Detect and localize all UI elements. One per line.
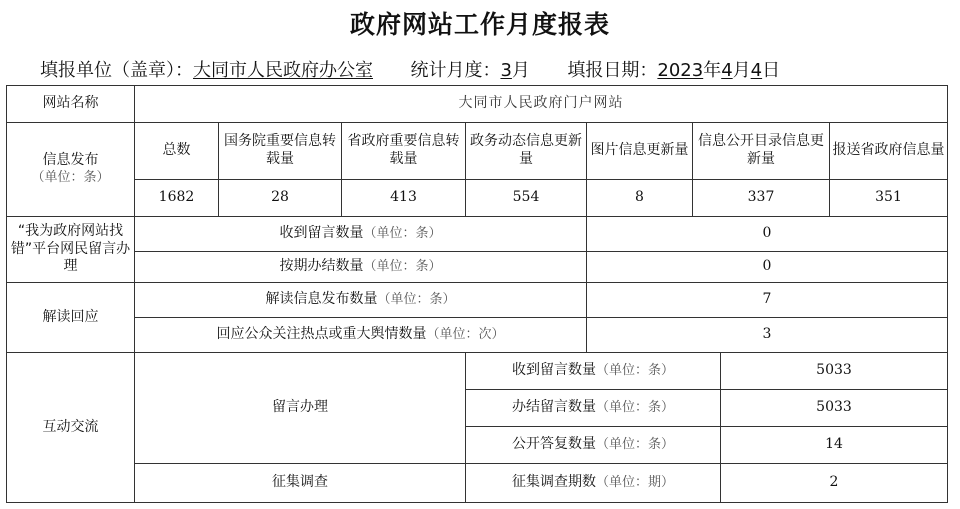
info-col-value: 337 [693, 180, 830, 217]
info-col-header: 总数 [135, 122, 219, 179]
survey-row-value: 2 [721, 464, 948, 503]
row-unit: （单位：条） [595, 437, 674, 453]
wo-wei-row-label [135, 216, 587, 251]
message-row-value: 5033 [721, 352, 948, 389]
row-label-text: 征集调查期数 [511, 474, 596, 491]
interpret-row-value: 7 [587, 283, 948, 318]
info-publish-unit: （单位：条） [31, 169, 110, 185]
site-name-value: 大同市人民政府门户网站 [135, 86, 948, 123]
info-col-value: 28 [219, 180, 342, 217]
info-col-value: 554 [466, 180, 587, 217]
info-col-header: 信息公开目录信息更新量 [693, 122, 830, 179]
date-year-suffix: 年 [703, 60, 722, 81]
site-name-label: 网站名称 [7, 86, 135, 123]
date-day: 4 [750, 60, 763, 81]
interpret-label: 解读回应 [7, 283, 135, 353]
row-label-text: 按期办结数量 [279, 258, 364, 275]
row-label-text: 收到留言数量 [511, 361, 596, 378]
row-label-text: 回应公众关注热点或重大舆情数量 [216, 326, 427, 343]
wo-wei-row-value: 0 [587, 216, 948, 251]
date-month-suffix: 月 [732, 60, 751, 81]
message-row-value: 14 [721, 427, 948, 464]
info-col-header: 政务动态信息更新量 [466, 122, 587, 179]
unit-label: 填报单位（盖章）： [40, 60, 193, 81]
report-header-line [40, 56, 780, 82]
message-handling-label: 留言办理 [135, 352, 466, 463]
row-unit: （单位：条） [595, 362, 674, 378]
interpret-row-label [135, 317, 587, 352]
message-row-value: 5033 [721, 389, 948, 427]
wo-wei-label: “我为政府网站找错”平台网民留言办理 [7, 216, 135, 282]
page-title: 政府网站工作月度报表 [349, 10, 610, 39]
survey-label: 征集调查 [135, 464, 466, 503]
date-month: 4 [721, 60, 733, 81]
info-col-value: 8 [587, 180, 693, 217]
row-unit: （单位：期） [595, 475, 674, 491]
monthly-report-table [6, 85, 948, 503]
info-col-header: 图片信息更新量 [587, 122, 693, 179]
row-unit: （单位：次） [426, 327, 505, 343]
info-publish-label-cell [7, 122, 135, 216]
interpret-row-value: 3 [587, 317, 948, 352]
message-row-label [466, 352, 721, 389]
info-col-header: 国务院重要信息转载量 [219, 122, 342, 179]
unit-value: 大同市人民政府办公室 [193, 60, 373, 81]
info-col-value: 1682 [135, 180, 219, 217]
row-label-text: 收到留言数量 [279, 224, 364, 241]
wo-wei-row-value: 0 [587, 251, 948, 283]
info-publish-label: 信息发布 [42, 152, 99, 169]
row-unit: （单位：条） [595, 400, 674, 416]
survey-row-label [466, 464, 721, 503]
message-row-label [466, 427, 721, 464]
info-col-header: 省政府重要信息转载量 [342, 122, 466, 179]
row-label-text: 办结留言数量 [511, 399, 596, 416]
message-row-label [466, 389, 721, 427]
interaction-label: 互动交流 [7, 352, 135, 502]
row-unit: （单位：条） [363, 225, 442, 241]
date-year: 2023 [657, 60, 704, 81]
info-col-value: 351 [830, 180, 948, 217]
row-label-text: 解读信息发布数量 [265, 291, 378, 308]
month-label: 统计月度： [410, 60, 501, 81]
month-value: 3 [500, 60, 512, 81]
info-col-header: 报送省政府信息量 [830, 122, 948, 179]
row-label-text: 公开答复数量 [511, 436, 596, 453]
row-unit: （单位：条） [363, 259, 442, 275]
date-day-suffix: 日 [762, 60, 781, 81]
wo-wei-row-label [135, 251, 587, 283]
month-suffix: 月 [511, 60, 530, 81]
date-label: 填报日期： [567, 60, 658, 81]
row-unit: （单位：条） [377, 292, 456, 308]
interpret-row-label [135, 283, 587, 318]
info-col-value: 413 [342, 180, 466, 217]
